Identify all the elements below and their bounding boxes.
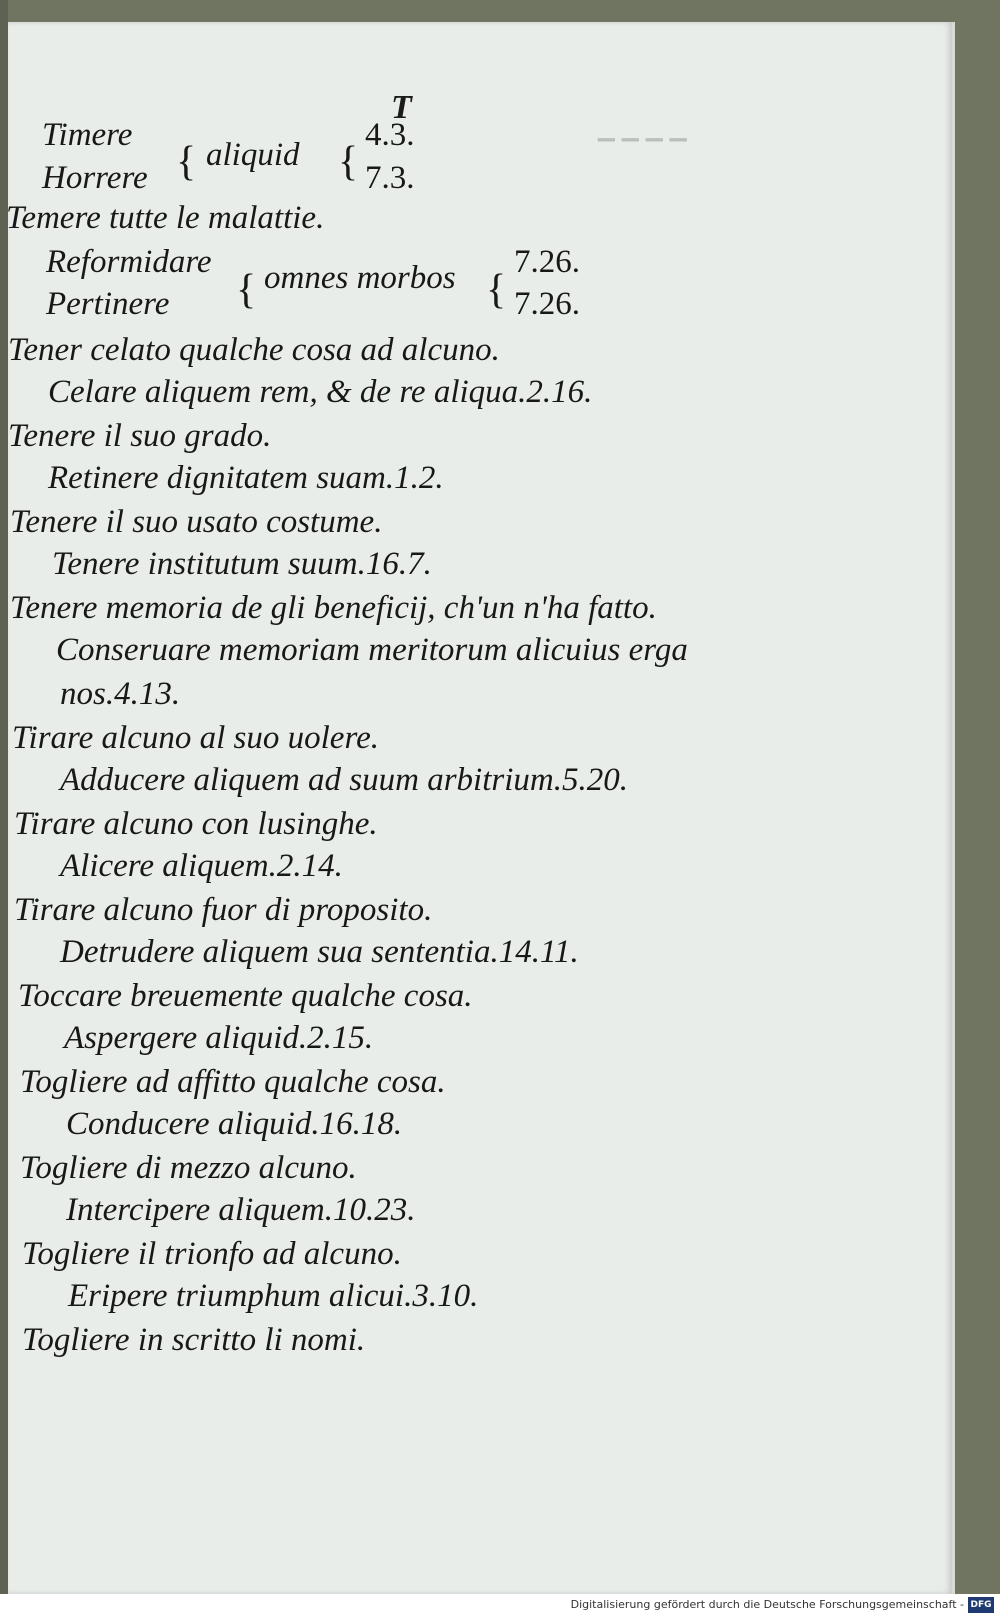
translation-line: Tenere institutum suum.16.7. bbox=[52, 546, 432, 582]
translation-line: nos.4.13. bbox=[60, 676, 181, 712]
translation-line: Eripere triumphum alicui.3.10. bbox=[68, 1278, 479, 1314]
footer-credit: Digitalisierung gefördert durch die Deutsche Forschungsgemeinschaft - bbox=[570, 1598, 964, 1611]
entry-line: Togliere il trionfo ad alcuno. bbox=[22, 1236, 402, 1272]
entry-line: Tenere il suo grado. bbox=[8, 418, 272, 454]
translation-line: Conseruare memoriam meritorum alicuius erga bbox=[56, 632, 688, 668]
translation-line: Retinere dignitatem suam.1.2. bbox=[48, 460, 444, 496]
translation-line: Alicere aliquem.2.14. bbox=[60, 848, 343, 884]
brace-icon: { bbox=[176, 139, 197, 185]
entry-object: aliquid bbox=[206, 137, 300, 173]
entry-line: Togliere ad affitto qualche cosa. bbox=[20, 1064, 446, 1100]
bleed-through: ▁ ▁ ▁ ▁ bbox=[598, 117, 687, 142]
entry-line: Tirare alcuno fuor di proposito. bbox=[14, 892, 433, 928]
translation-line: Celare aliquem rem, & de re aliqua.2.16. bbox=[48, 374, 593, 410]
translation-line: Conducere aliquid.16.18. bbox=[66, 1106, 403, 1142]
reference-number: 7.26. bbox=[514, 286, 580, 322]
entry-word: Horrere bbox=[42, 160, 148, 196]
entry-line: Togliere in scritto li nomi. bbox=[22, 1322, 366, 1358]
reference-number: 7.26. bbox=[514, 244, 580, 280]
entry-line: Tener celato qualche cosa ad alcuno. bbox=[8, 332, 500, 368]
brace-icon: { bbox=[338, 139, 359, 185]
entry-line: Toccare breuemente qualche cosa. bbox=[18, 978, 473, 1014]
entry-word: Pertinere bbox=[46, 286, 170, 322]
translation-line: Detrudere aliquem sua sententia.14.11. bbox=[60, 934, 579, 970]
footer-bar bbox=[0, 1594, 1000, 1617]
section-letter: T bbox=[391, 89, 412, 126]
brace-icon: { bbox=[236, 267, 257, 313]
translation-line: Intercipere aliquem.10.23. bbox=[66, 1192, 416, 1228]
entry-line: Togliere di mezzo alcuno. bbox=[20, 1150, 357, 1186]
translation-line: Adducere aliquem ad suum arbitrium.5.20. bbox=[60, 762, 628, 798]
entry-line: Tirare alcuno con lusinghe. bbox=[14, 806, 378, 842]
entry-word: Timere bbox=[42, 117, 133, 153]
page-edge bbox=[952, 22, 955, 1594]
entry-word: Reformidare bbox=[46, 244, 212, 280]
entry-line: Tirare alcuno al suo uolere. bbox=[12, 720, 379, 756]
book-page bbox=[8, 22, 952, 1594]
dfg-logo: DFG bbox=[968, 1597, 994, 1613]
reference-number: 4.3. bbox=[365, 117, 415, 153]
reference-number: 7.3. bbox=[365, 160, 415, 196]
entry-line: Temere tutte le malattie. bbox=[6, 200, 325, 236]
entry-line: Tenere il suo usato costume. bbox=[10, 504, 383, 540]
entry-line: Tenere memoria de gli beneficij, ch'un n'ha fatto. bbox=[10, 590, 657, 626]
scan-border bbox=[0, 0, 8, 1617]
brace-icon: { bbox=[486, 267, 507, 313]
entry-object: omnes morbos bbox=[264, 260, 456, 296]
translation-line: Aspergere aliquid.2.15. bbox=[64, 1020, 374, 1056]
